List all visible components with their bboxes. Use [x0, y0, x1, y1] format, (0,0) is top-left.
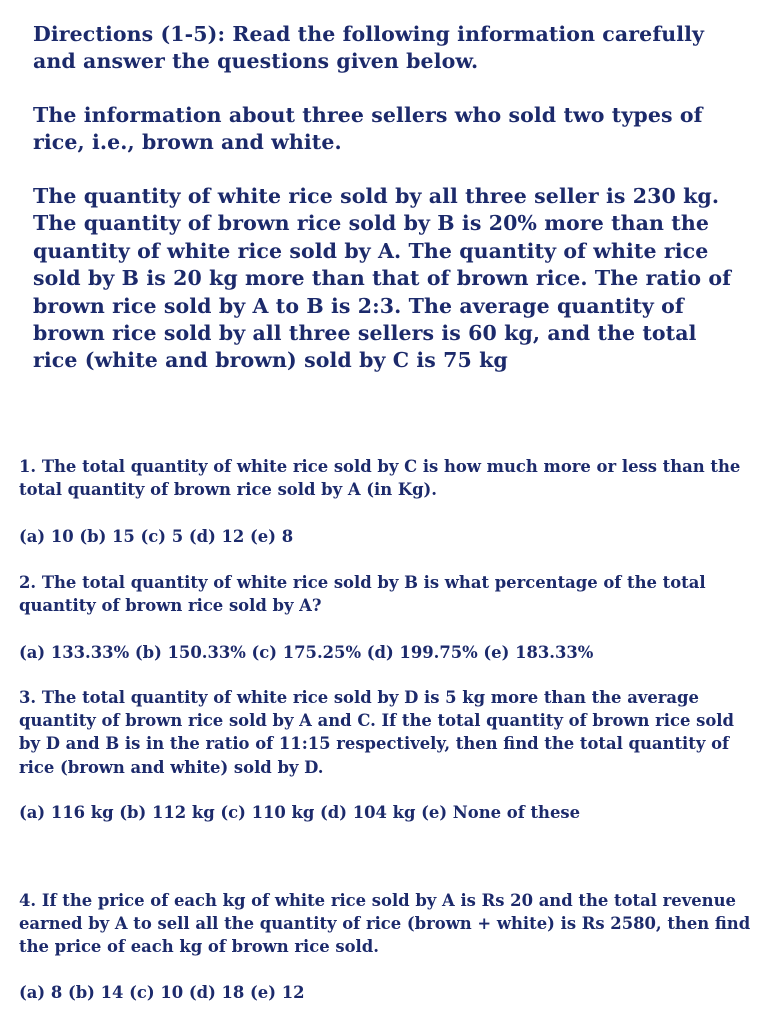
question-2-text: 2. The total quantity of white rice sold by B is what percentage of the total quantity of brown rice sold by A?: [19, 573, 706, 616]
directions-text: Directions (1-5): Read the following information carefully and answer the questions given below.: [33, 22, 705, 74]
question-4-options: (a) 8 (b) 14 (c) 10 (d) 18 (e) 12: [19, 983, 305, 1002]
question-4-text: 4. If the price of each kg of white rice sold by A is Rs 20 and the total revenue earned by A to sell all the quantity of rice (brown + white) is Rs 2580, then find the price of each kg of brown rice sold.: [19, 891, 751, 957]
info-details-text: The quantity of white rice sold by all three seller is 230 kg. The quantity of brown rice sold by B is 20% more than the quantity of white rice sold by A. The quantity of white rice sold by B is 20 kg more than that of brown rice. The ratio of brown rice sold by A to B is 2:3. The average quantity of brown rice sold by all three sellers is 60 kg, and the total rice (white and brown) sold by C is 75 kg: [33, 184, 732, 373]
question-2-options: (a) 133.33% (b) 150.33% (c) 175.25% (d) 199.75% (e) 183.33%: [19, 643, 594, 662]
question-3-text: 3. The total quantity of white rice sold by D is 5 kg more than the average quantity of brown rice sold by A and C. If the total quantity of brown rice sold by D and B is in the ratio of 11:15 respectively, then find the total quantity of rice (brown and white) sold by D.: [19, 688, 734, 777]
question-1-options: (a) 10 (b) 15 (c) 5 (d) 12 (e) 8: [19, 527, 294, 546]
info-intro-text: The information about three sellers who sold two types of rice, i.e., brown and white.: [33, 103, 703, 155]
question-1-text: 1. The total quantity of white rice sold by C is how much more or less than the total quantity of brown rice sold by A (in Kg).: [19, 457, 741, 500]
question-3-options: (a) 116 kg (b) 112 kg (c) 110 kg (d) 104 kg (e) None of these: [19, 803, 581, 822]
